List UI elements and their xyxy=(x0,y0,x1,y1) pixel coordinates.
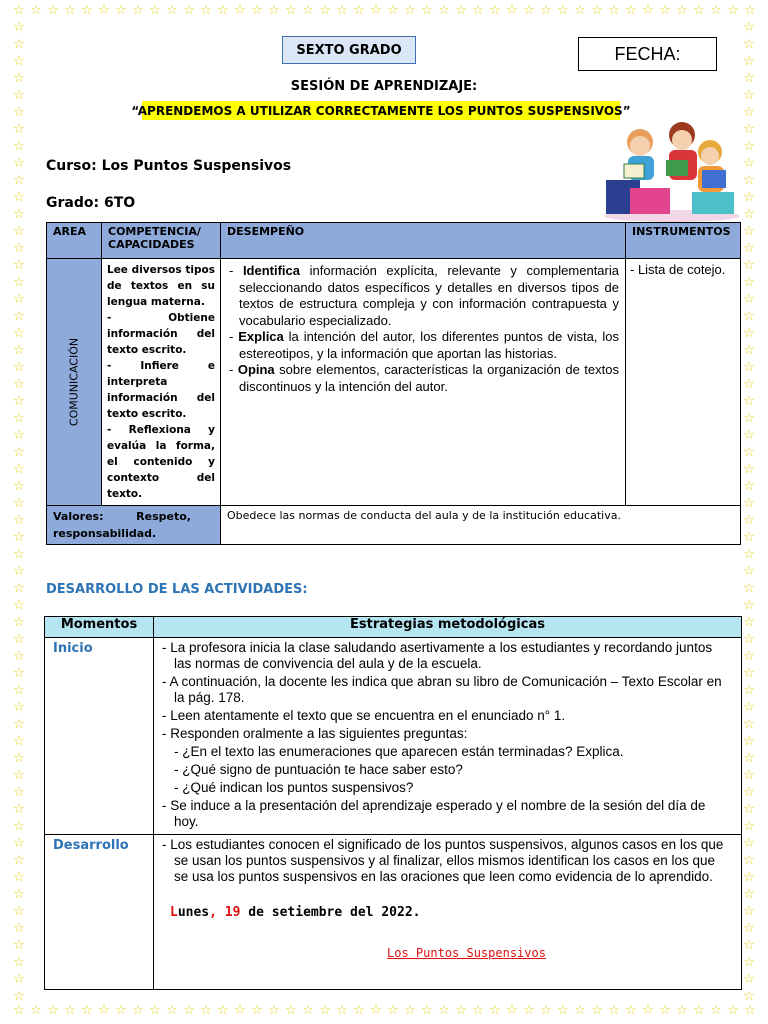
area-label: COMUNICACIÓN xyxy=(67,337,81,427)
star-icon: ☆ xyxy=(744,3,756,18)
star-icon: ☆ xyxy=(353,3,365,18)
star-icon: ☆ xyxy=(13,377,25,392)
star-icon: ☆ xyxy=(13,71,25,86)
star-icon: ☆ xyxy=(540,3,552,18)
star-icon: ☆ xyxy=(743,377,755,392)
star-icon: ☆ xyxy=(743,581,755,596)
strategy-item: - La profesora inicia la clase saludando asertivamente a los estudiantes y recordando juntos las normas de convivencia del aula y de la escuela. xyxy=(162,640,713,671)
performance-cell xyxy=(221,259,626,506)
star-icon: ☆ xyxy=(743,224,755,239)
instrument-cell: - Lista de cotejo. xyxy=(626,259,741,506)
star-icon: ☆ xyxy=(743,71,755,86)
star-icon: ☆ xyxy=(743,853,755,868)
header-area: AREA xyxy=(47,223,102,259)
star-icon: ☆ xyxy=(727,3,739,18)
star-icon: ☆ xyxy=(13,972,25,987)
star-icon: ☆ xyxy=(743,734,755,749)
performance-text: sobre elementos, características la organización de textos discontinuos y la intención del autor. xyxy=(239,362,619,394)
star-icon: ☆ xyxy=(285,3,297,18)
star-icon: ☆ xyxy=(13,819,25,834)
star-icon: ☆ xyxy=(743,989,755,1004)
class-date xyxy=(160,905,733,921)
star-icon: ☆ xyxy=(743,479,755,494)
star-icon: ☆ xyxy=(743,649,755,664)
capacity-item: - Reflexiona y evalúa la forma, el contenido y contexto del texto. xyxy=(107,424,215,500)
star-icon: ☆ xyxy=(13,275,25,290)
star-icon: ☆ xyxy=(743,275,755,290)
star-icon: ☆ xyxy=(591,1003,603,1018)
star-icon: ☆ xyxy=(743,802,755,817)
star-icon: ☆ xyxy=(115,3,127,18)
star-icon: ☆ xyxy=(743,598,755,613)
star-icon: ☆ xyxy=(268,1003,280,1018)
values-row xyxy=(47,506,741,545)
capacity-item: - Obtiene información del texto escrito. xyxy=(107,312,215,356)
star-icon: ☆ xyxy=(13,615,25,630)
star-icon: ☆ xyxy=(13,105,25,120)
star-icon: ☆ xyxy=(13,496,25,511)
star-icon: ☆ xyxy=(743,904,755,919)
star-icon: ☆ xyxy=(13,207,25,222)
date-day: unes xyxy=(177,905,210,920)
star-icon: ☆ xyxy=(268,3,280,18)
star-icon: ☆ xyxy=(200,1003,212,1018)
date-box xyxy=(578,37,717,71)
capacity-item: Lee diversos tipos de textos en su lengua materna. xyxy=(107,264,215,308)
strategy-item: - Responden oralmente a las siguientes preguntas: xyxy=(162,726,468,741)
star-icon: ☆ xyxy=(659,1003,671,1018)
star-icon: ☆ xyxy=(710,1003,722,1018)
star-icon: ☆ xyxy=(523,1003,535,1018)
grade-box-label: SEXTO GRADO xyxy=(296,42,402,58)
performance-item: - Explica la intención del autor, los diferentes puntos de vista, los estereotipos, y la información que aportan las historias. xyxy=(229,329,619,361)
date-initial: L xyxy=(170,905,178,920)
course-line: Curso: Los Puntos Suspensivos xyxy=(46,158,292,174)
star-icon: ☆ xyxy=(743,241,755,256)
star-icon: ☆ xyxy=(743,768,755,783)
session-title: SESIÓN DE APRENDIZAJE: xyxy=(290,79,478,94)
competency-header-row xyxy=(47,223,741,259)
star-icon: ☆ xyxy=(13,394,25,409)
star-icon: ☆ xyxy=(234,3,246,18)
star-icon: ☆ xyxy=(727,1003,739,1018)
star-icon: ☆ xyxy=(421,1003,433,1018)
performance-verb: Explica xyxy=(238,329,284,344)
star-icon: ☆ xyxy=(47,3,59,18)
star-icon: ☆ xyxy=(642,3,654,18)
star-icon: ☆ xyxy=(13,734,25,749)
star-icon: ☆ xyxy=(13,309,25,324)
activities-table xyxy=(44,616,742,990)
star-icon: ☆ xyxy=(166,1003,178,1018)
star-icon: ☆ xyxy=(693,1003,705,1018)
star-icon: ☆ xyxy=(743,683,755,698)
star-icon: ☆ xyxy=(743,309,755,324)
session-subtitle: “APRENDEMOS A UTILIZAR CORRECTAMENTE LOS PUNTOS SUSPENSIVOS” xyxy=(142,101,620,120)
header-instruments: INSTRUMENTOS xyxy=(626,223,741,259)
star-icon: ☆ xyxy=(13,241,25,256)
star-icon: ☆ xyxy=(743,156,755,171)
star-icon: ☆ xyxy=(625,3,637,18)
date-rest: de setiembre del 2022. xyxy=(240,905,421,920)
star-icon: ☆ xyxy=(13,836,25,851)
star-icon: ☆ xyxy=(743,530,755,545)
star-icon: ☆ xyxy=(523,3,535,18)
star-icon: ☆ xyxy=(319,3,331,18)
star-icon: ☆ xyxy=(302,1003,314,1018)
grade-line: Grado: 6TO xyxy=(46,195,136,211)
performance-item: - Opina sobre elementos, características la organización de textos discontinuos y la intención del autor. xyxy=(229,362,619,394)
capacity-item: - Infiere e interpreta información del texto escrito. xyxy=(107,360,215,420)
date-comma: , xyxy=(209,905,217,920)
star-icon: ☆ xyxy=(13,666,25,681)
star-icon: ☆ xyxy=(234,1003,246,1018)
star-icon: ☆ xyxy=(438,1003,450,1018)
star-icon: ☆ xyxy=(13,479,25,494)
star-icon: ☆ xyxy=(421,3,433,18)
topic-title: Los Puntos Suspensivos xyxy=(387,946,546,960)
star-icon: ☆ xyxy=(608,1003,620,1018)
header-competency: COMPETENCIA/ CAPACIDADES xyxy=(102,223,221,259)
star-icon: ☆ xyxy=(13,700,25,715)
inicio-row xyxy=(45,638,742,835)
star-icon: ☆ xyxy=(13,1003,25,1018)
star-icon: ☆ xyxy=(13,462,25,477)
star-icon: ☆ xyxy=(574,3,586,18)
star-icon: ☆ xyxy=(13,632,25,647)
star-icon: ☆ xyxy=(13,173,25,188)
question-item: - ¿En el texto las enumeraciones que aparecen están terminadas? Explica. xyxy=(174,744,624,759)
capacities-cell xyxy=(102,259,221,506)
star-icon: ☆ xyxy=(13,54,25,69)
star-icon: ☆ xyxy=(81,3,93,18)
performance-verb: Opina xyxy=(237,362,275,377)
star-icon: ☆ xyxy=(13,156,25,171)
star-icon: ☆ xyxy=(743,751,755,766)
star-icon: ☆ xyxy=(743,445,755,460)
star-icon: ☆ xyxy=(13,360,25,375)
star-icon: ☆ xyxy=(30,3,42,18)
star-icon: ☆ xyxy=(13,428,25,443)
star-icon: ☆ xyxy=(13,88,25,103)
star-icon: ☆ xyxy=(149,1003,161,1018)
star-icon: ☆ xyxy=(183,3,195,18)
star-icon: ☆ xyxy=(743,394,755,409)
star-icon: ☆ xyxy=(743,938,755,953)
star-icon: ☆ xyxy=(285,1003,297,1018)
star-icon: ☆ xyxy=(489,1003,501,1018)
star-icon: ☆ xyxy=(13,853,25,868)
star-icon: ☆ xyxy=(251,1003,263,1018)
strategy-item: - Leen atentamente el texto que se encuentra en el enunciado n° 1. xyxy=(162,708,566,723)
star-icon: ☆ xyxy=(574,1003,586,1018)
star-icon: ☆ xyxy=(506,1003,518,1018)
star-icon: ☆ xyxy=(13,411,25,426)
star-icon: ☆ xyxy=(13,989,25,1004)
competency-body-row xyxy=(47,259,741,506)
star-icon: ☆ xyxy=(183,1003,195,1018)
star-icon: ☆ xyxy=(743,105,755,120)
star-icon: ☆ xyxy=(13,20,25,35)
star-icon: ☆ xyxy=(540,1003,552,1018)
star-icon: ☆ xyxy=(591,3,603,18)
performance-item: - Identifica información explícita, relevante y complementaria seleccionando datos específicos y detalles en diversos tipos de textos de estructura compleja y con información contrapuesta y vocabulario especializado. xyxy=(229,263,619,328)
star-icon: ☆ xyxy=(13,887,25,902)
star-icon: ☆ xyxy=(743,122,755,137)
moment-desarrollo: Desarrollo xyxy=(45,835,154,990)
star-icon: ☆ xyxy=(370,3,382,18)
star-icon: ☆ xyxy=(132,3,144,18)
star-icon: ☆ xyxy=(743,20,755,35)
area-cell xyxy=(47,259,102,506)
star-icon: ☆ xyxy=(743,547,755,562)
star-icon: ☆ xyxy=(743,972,755,987)
star-icon: ☆ xyxy=(387,3,399,18)
date-number: 19 xyxy=(216,905,241,920)
activities-title: DESARROLLO DE LAS ACTIVIDADES: xyxy=(46,582,308,597)
star-icon: ☆ xyxy=(743,360,755,375)
star-icon: ☆ xyxy=(625,1003,637,1018)
strategy-item: - Los estudiantes conocen el significado de los puntos suspensivos, algunos casos en los que se usan los puntos suspensivos y al finalizar, ellos mismos identifican los casos en los que se usa los puntos suspensivos en las oraciones que leen como evidencia de lo aprendido. xyxy=(162,837,724,884)
star-icon: ☆ xyxy=(13,343,25,358)
star-icon: ☆ xyxy=(64,1003,76,1018)
question-item: - ¿Qué indican los puntos suspensivos? xyxy=(174,780,414,795)
star-icon: ☆ xyxy=(13,139,25,154)
star-icon: ☆ xyxy=(743,428,755,443)
star-icon: ☆ xyxy=(13,190,25,205)
star-icon: ☆ xyxy=(743,921,755,936)
star-icon: ☆ xyxy=(217,3,229,18)
star-icon: ☆ xyxy=(370,1003,382,1018)
star-icon: ☆ xyxy=(743,207,755,222)
star-icon: ☆ xyxy=(149,3,161,18)
star-icon: ☆ xyxy=(251,3,263,18)
star-icon: ☆ xyxy=(166,3,178,18)
star-icon: ☆ xyxy=(336,3,348,18)
star-icon: ☆ xyxy=(13,717,25,732)
star-icon: ☆ xyxy=(319,1003,331,1018)
star-icon: ☆ xyxy=(13,751,25,766)
star-icon: ☆ xyxy=(132,1003,144,1018)
grade-box xyxy=(282,36,416,64)
star-icon: ☆ xyxy=(743,785,755,800)
star-icon: ☆ xyxy=(557,3,569,18)
star-icon: ☆ xyxy=(13,683,25,698)
star-icon: ☆ xyxy=(98,1003,110,1018)
star-icon: ☆ xyxy=(472,3,484,18)
star-icon: ☆ xyxy=(13,921,25,936)
star-icon: ☆ xyxy=(13,3,25,18)
star-icon: ☆ xyxy=(743,37,755,52)
star-icon: ☆ xyxy=(472,1003,484,1018)
star-icon: ☆ xyxy=(743,836,755,851)
star-icon: ☆ xyxy=(438,3,450,18)
star-icon: ☆ xyxy=(13,598,25,613)
children-reading-illustration xyxy=(600,118,742,222)
star-icon: ☆ xyxy=(47,1003,59,1018)
star-icon: ☆ xyxy=(217,1003,229,1018)
header-performance: DESEMPEÑO xyxy=(221,223,626,259)
star-icon: ☆ xyxy=(743,955,755,970)
star-icon: ☆ xyxy=(13,564,25,579)
star-icon: ☆ xyxy=(13,870,25,885)
star-icon: ☆ xyxy=(743,887,755,902)
star-icon: ☆ xyxy=(659,3,671,18)
star-icon: ☆ xyxy=(13,122,25,137)
star-icon: ☆ xyxy=(743,258,755,273)
star-icon: ☆ xyxy=(13,955,25,970)
question-item: - ¿Qué signo de puntuación te hace saber esto? xyxy=(174,762,463,777)
star-icon: ☆ xyxy=(743,496,755,511)
star-icon: ☆ xyxy=(743,292,755,307)
star-icon: ☆ xyxy=(13,785,25,800)
star-icon: ☆ xyxy=(743,870,755,885)
star-icon: ☆ xyxy=(353,1003,365,1018)
star-icon: ☆ xyxy=(743,462,755,477)
star-icon: ☆ xyxy=(302,3,314,18)
star-icon: ☆ xyxy=(743,139,755,154)
star-icon: ☆ xyxy=(743,173,755,188)
star-icon: ☆ xyxy=(743,700,755,715)
star-icon: ☆ xyxy=(744,1003,756,1018)
star-icon: ☆ xyxy=(13,581,25,596)
star-icon: ☆ xyxy=(64,3,76,18)
strategy-item: - A continuación, la docente les indica que abran su libro de Comunicación – Texto Escolar en la pág. 178. xyxy=(162,674,722,705)
star-icon: ☆ xyxy=(13,513,25,528)
star-icon: ☆ xyxy=(743,54,755,69)
star-icon: ☆ xyxy=(13,258,25,273)
star-icon: ☆ xyxy=(115,1003,127,1018)
star-icon: ☆ xyxy=(743,632,755,647)
performance-verb: Identifica xyxy=(242,263,301,278)
star-icon: ☆ xyxy=(13,938,25,953)
star-icon: ☆ xyxy=(404,1003,416,1018)
star-icon: ☆ xyxy=(13,768,25,783)
star-icon: ☆ xyxy=(743,564,755,579)
star-icon: ☆ xyxy=(13,445,25,460)
star-icon: ☆ xyxy=(13,37,25,52)
values-label-text: Valores: Respeto, responsabilidad. xyxy=(53,510,191,540)
moment-inicio: Inicio xyxy=(45,638,154,835)
star-icon: ☆ xyxy=(336,1003,348,1018)
values-text: Obedece las normas de conducta del aula y de la institución educativa. xyxy=(221,506,741,545)
star-icon: ☆ xyxy=(676,1003,688,1018)
star-icon: ☆ xyxy=(13,547,25,562)
star-icon: ☆ xyxy=(13,292,25,307)
star-icon: ☆ xyxy=(710,3,722,18)
header-moments: Momentos xyxy=(45,617,154,638)
star-icon: ☆ xyxy=(693,3,705,18)
star-icon: ☆ xyxy=(387,1003,399,1018)
star-icon: ☆ xyxy=(13,530,25,545)
star-icon: ☆ xyxy=(13,649,25,664)
star-icon: ☆ xyxy=(557,1003,569,1018)
activities-header-row xyxy=(45,617,742,638)
star-icon: ☆ xyxy=(642,1003,654,1018)
header-strategies: Estrategias metodológicas xyxy=(154,617,742,638)
star-icon: ☆ xyxy=(13,224,25,239)
star-icon: ☆ xyxy=(489,3,501,18)
star-icon: ☆ xyxy=(743,666,755,681)
star-icon: ☆ xyxy=(743,513,755,528)
star-icon: ☆ xyxy=(81,1003,93,1018)
competency-table xyxy=(46,222,741,545)
star-icon: ☆ xyxy=(13,802,25,817)
star-icon: ☆ xyxy=(455,1003,467,1018)
star-icon: ☆ xyxy=(743,717,755,732)
star-icon: ☆ xyxy=(30,1003,42,1018)
date-label: FECHA: xyxy=(614,43,681,64)
star-icon: ☆ xyxy=(743,190,755,205)
star-icon: ☆ xyxy=(200,3,212,18)
star-icon: ☆ xyxy=(676,3,688,18)
desarrollo-row xyxy=(45,835,742,990)
star-icon: ☆ xyxy=(98,3,110,18)
star-icon: ☆ xyxy=(13,326,25,341)
star-icon: ☆ xyxy=(743,615,755,630)
star-icon: ☆ xyxy=(455,3,467,18)
inicio-strategies xyxy=(154,638,742,835)
performance-text: la intención del autor, los diferentes puntos de vista, los estereotipos, y la información que aportan las historias. xyxy=(239,329,619,361)
star-icon: ☆ xyxy=(743,343,755,358)
desarrollo-strategies xyxy=(154,835,742,990)
star-icon: ☆ xyxy=(608,3,620,18)
performance-text: información explícita, relevante y complementaria seleccionando datos específicos y detalles en diversos tipos de textos de estructura compleja y con información contrapuesta y vocabulario especializado. xyxy=(239,263,619,328)
star-icon: ☆ xyxy=(743,819,755,834)
star-icon: ☆ xyxy=(743,411,755,426)
star-icon: ☆ xyxy=(404,3,416,18)
values-label xyxy=(47,506,221,545)
star-icon: ☆ xyxy=(743,326,755,341)
star-icon: ☆ xyxy=(743,88,755,103)
strategy-closing: - Se induce a la presentación del aprendizaje esperado y el nombre de la sesión del día de hoy. xyxy=(162,798,706,829)
star-icon: ☆ xyxy=(506,3,518,18)
star-icon: ☆ xyxy=(13,904,25,919)
